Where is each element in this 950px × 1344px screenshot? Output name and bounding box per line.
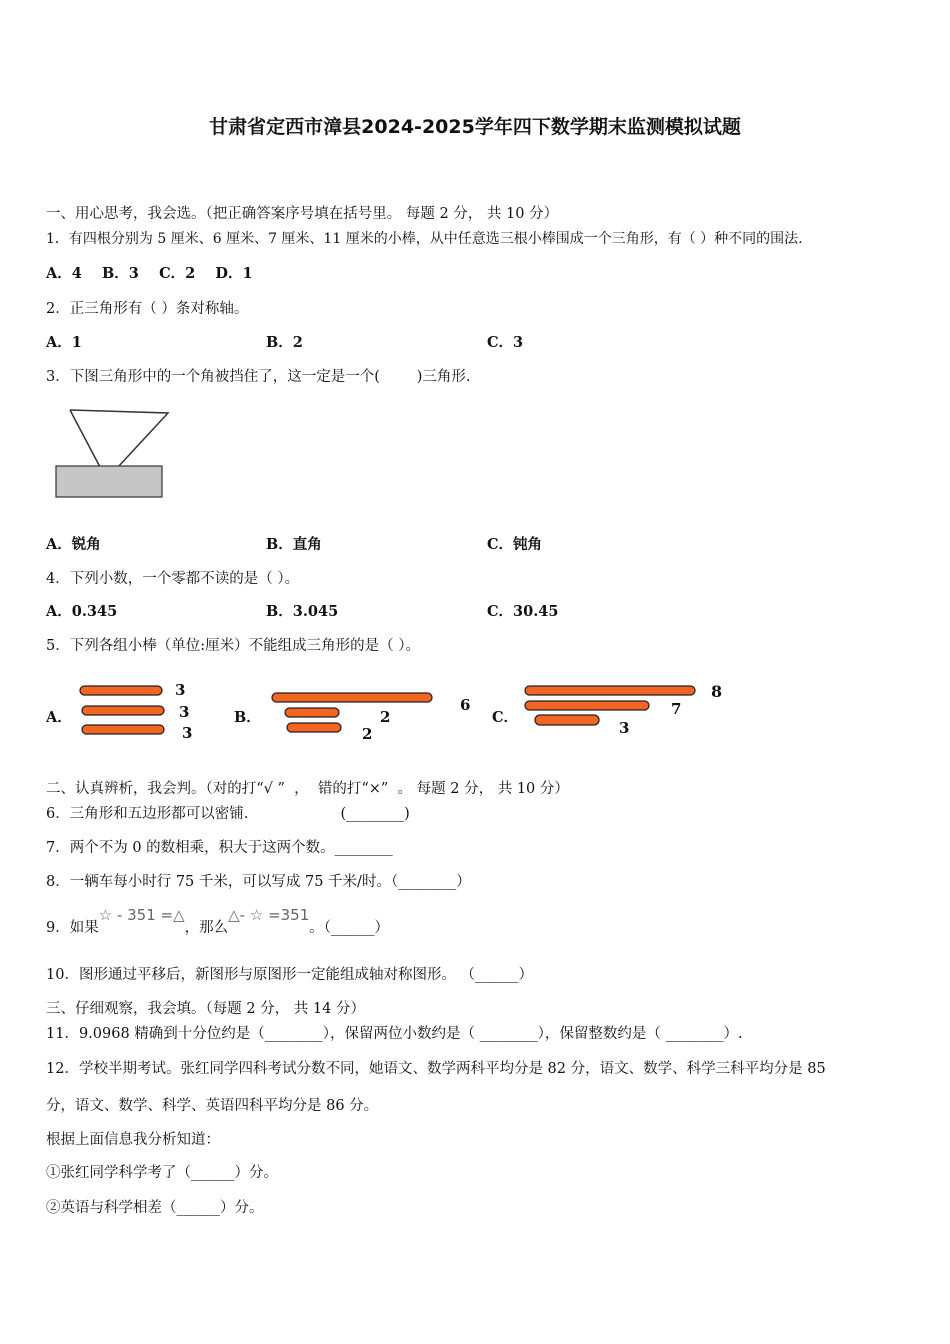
page-title: 甘肃省定西市漳县2024-2025学年四下数学期末监测模拟试题 <box>209 116 741 138</box>
stick-group-b <box>270 690 436 736</box>
question-12-sub1: ①张红同学科学考了（______）分。 <box>46 1165 278 1181</box>
question-12-sub2: ②英语与科学相差（______）分。 <box>46 1200 264 1216</box>
question-2-option-a: A．1 <box>46 334 82 351</box>
stick-a1-length: 3 <box>175 681 186 699</box>
covering-block <box>56 466 162 497</box>
stick-c2 <box>525 701 649 710</box>
question-11: 11．9.0968 精确到十分位约是（________），保留两位小数约是（ ________），保留整数约是（ ________）. <box>46 1026 743 1042</box>
question-12-line1: 12．学校半期考试。张红同学四科考试分数不同，她语文、数学两科平均分是 82 分，语文、数学、科学三科平均分是 85 <box>46 1061 826 1077</box>
question-12-line2: 分，语文、数学、科学、英语四科平均分是 86 分。 <box>46 1098 379 1114</box>
question-4-option-a: A．0.345 <box>46 603 118 620</box>
stick-b3 <box>287 723 341 732</box>
question-2-option-b: B．2 <box>266 334 303 351</box>
question-3-option-c: C．钝角 <box>487 536 543 553</box>
stick-c1-length: 8 <box>711 682 723 701</box>
question-7: 7．两个不为 0 的数相乘，积大于这两个数。________ <box>46 840 393 856</box>
question-5: 5．下列各组小棒（单位:厘米）不能组成三角形的是（ ）。 <box>46 638 420 654</box>
question-3-option-b: B．直角 <box>266 536 322 553</box>
stick-a3 <box>82 725 164 734</box>
question-1: 1．有四根分别为 5 厘米、6 厘米、7 厘米、11 厘米的小棒，从中任意选三根小棒围成一个三角形，有（ ）种不同的围法. <box>46 231 803 247</box>
section3-heading: 三、仔细观察，我会填。（每题 2 分， 共 14 分） <box>46 1001 365 1017</box>
question-3: 3．下图三角形中的一个角被挡住了，这一定是一个( )三角形. <box>46 369 471 385</box>
question-8: 8．一辆车每小时行 75 千米，可以写成 75 千米/时。（________） <box>46 874 471 890</box>
section2-heading: 二、认真辨析，我会判。（对的打“√ ” ， 错的打“×” 。 每题 2 分， 共 10 分） <box>46 781 569 797</box>
stick-a1 <box>80 686 162 695</box>
question-9-middle: ，那么 <box>184 920 229 936</box>
question-2: 2．正三角形有（ ）条对称轴。 <box>46 301 249 317</box>
stick-b1-length: 6 <box>460 696 471 714</box>
question-4-option-b: B．3.045 <box>266 603 339 620</box>
question-10: 10．图形通过平移后，新图形与原图形一定能组成轴对称图形。 （______） <box>46 967 534 983</box>
stick-b3-length: 2 <box>362 725 373 743</box>
stick-a2 <box>82 706 164 715</box>
question-2-option-c: C．3 <box>487 334 524 351</box>
question-4: 4．下列小数，一个零都不读的是（ ）。 <box>46 571 300 587</box>
question-9-condition: ☆ - 351 =△ <box>98 906 185 924</box>
stick-c2-length: 7 <box>671 700 682 718</box>
question-4-option-c: C．30.45 <box>487 603 559 620</box>
question-6: 6．三角形和五边形都可以密铺. (________) <box>46 806 410 822</box>
stick-c1 <box>525 686 695 695</box>
stick-b2-length: 2 <box>380 708 391 726</box>
stick-c3-length: 3 <box>619 719 630 737</box>
question-3-option-a: A．锐角 <box>46 536 101 553</box>
stick-a3-length: 3 <box>182 724 193 742</box>
question-9 <box>46 906 390 937</box>
stick-b2 <box>285 708 339 717</box>
hidden-angle-triangle-figure <box>50 405 170 501</box>
question-5-option-a: A． <box>46 709 72 726</box>
stick-b1 <box>272 693 432 702</box>
stick-group-a <box>78 683 168 739</box>
triangle-left-side <box>70 410 100 467</box>
question-5-option-b: B． <box>234 709 261 726</box>
question-9-suffix: 。（______） <box>309 920 390 936</box>
question-9-conclusion: △- ☆ =351 <box>228 906 310 924</box>
question-9-prefix: 9．如果 <box>46 920 99 936</box>
stick-a2-length: 3 <box>179 703 190 721</box>
question-5-option-c: C． <box>492 709 519 726</box>
section1-heading: 一、用心思考，我会选。（把正确答案序号填在括号里。 每题 2 分， 共 10 分） <box>46 206 559 222</box>
stick-c3 <box>535 715 599 725</box>
question-1-options: A．4 B．3 C．2 D．1 <box>46 265 253 282</box>
question-12-line3: 根据上面信息我分析知道： <box>46 1132 220 1148</box>
